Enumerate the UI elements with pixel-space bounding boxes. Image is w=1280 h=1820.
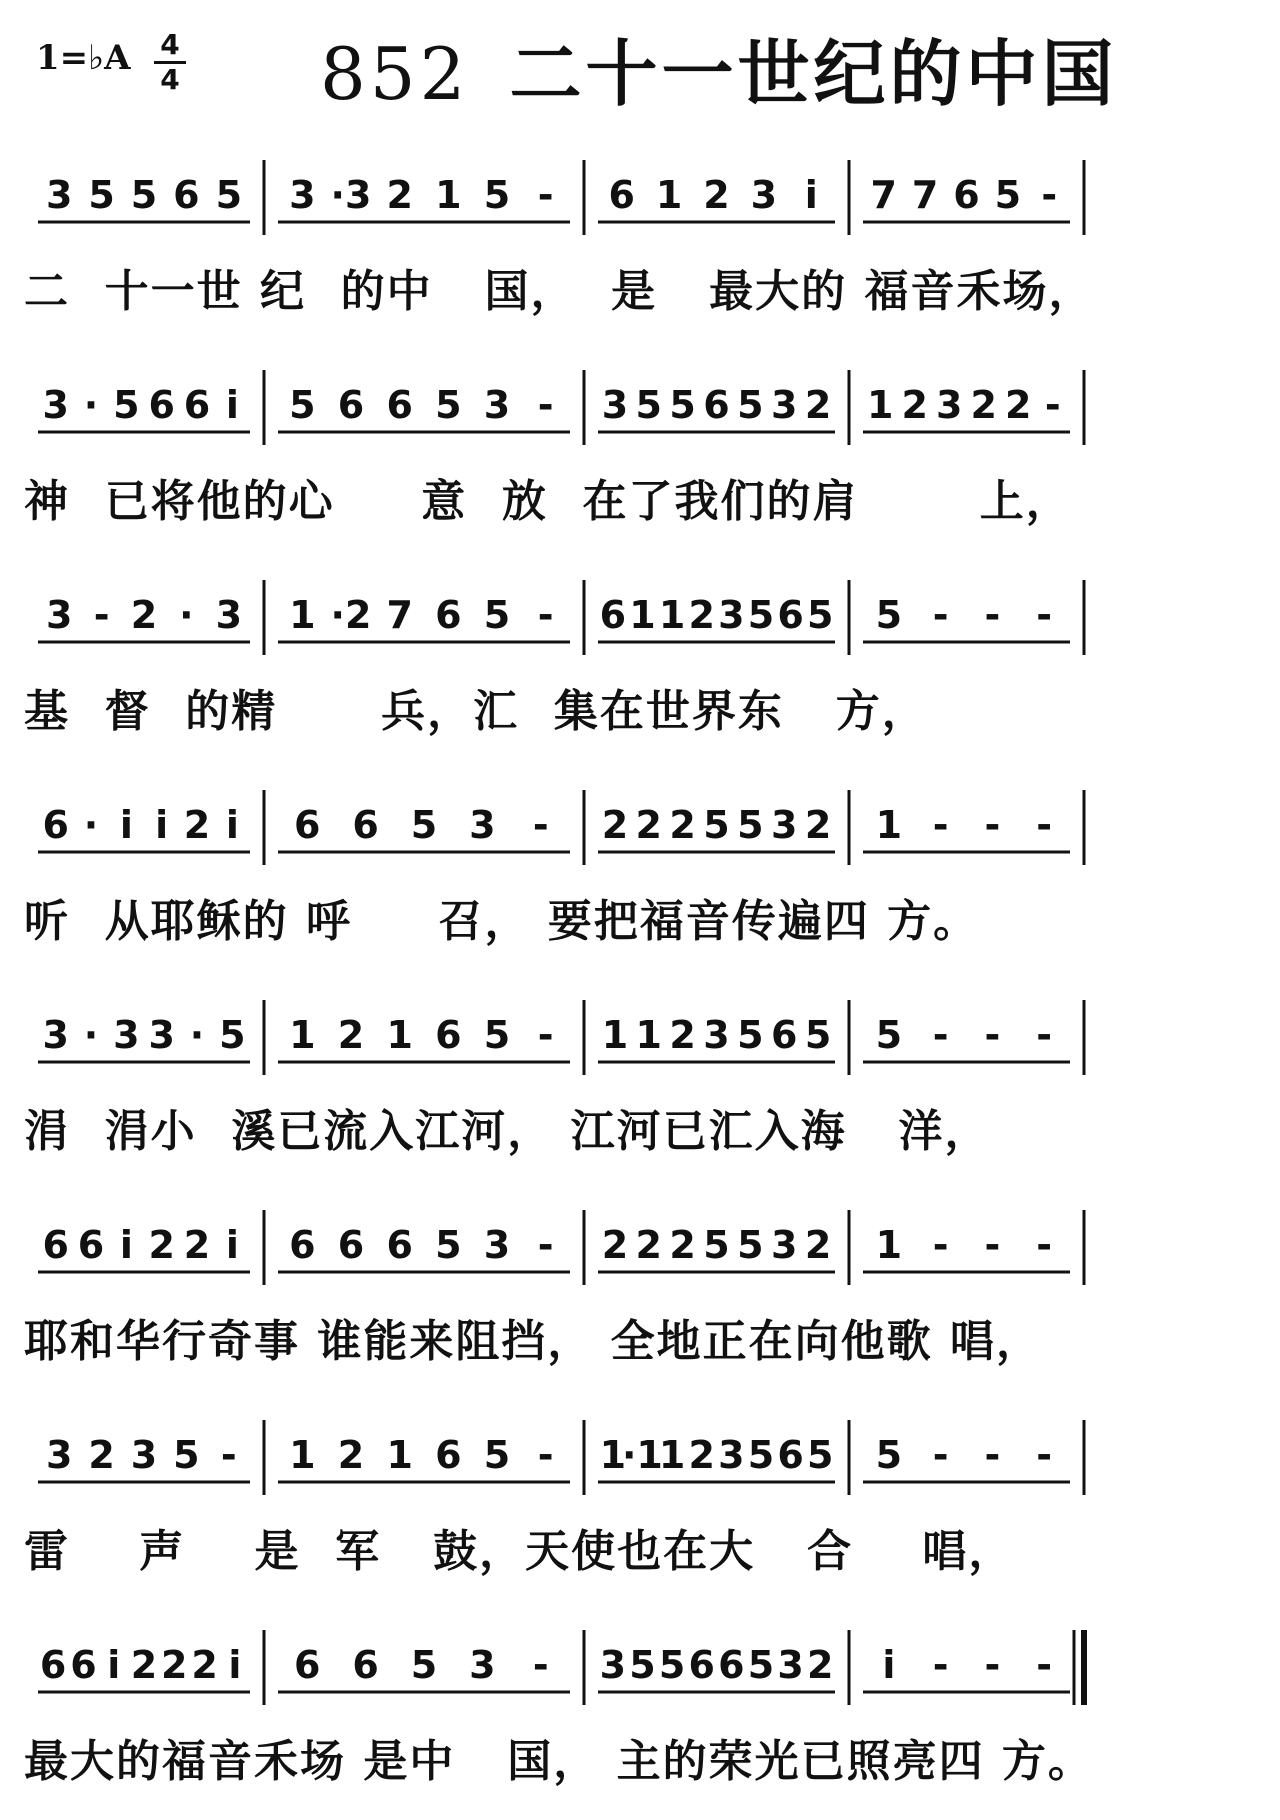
note: 6 [337,383,365,427]
note: 3 [770,383,798,427]
note: 6 [770,1013,798,1057]
notation-row [24,770,1254,880]
note: 2 [1005,383,1032,427]
note: - [984,593,1001,637]
note: 7 [911,173,939,217]
note: 2 [148,1223,175,1267]
note: - [537,1013,554,1057]
note: 5 [483,1013,511,1057]
note: 6 [293,1643,321,1687]
note: 6 [777,1433,804,1477]
note: 2 [635,1223,663,1267]
note: - [1036,1433,1053,1477]
note: 5 [737,803,764,847]
note: 3 [718,1433,745,1477]
note: 2 [161,1643,188,1687]
note: 2 [688,1433,715,1477]
note: - [984,1433,1001,1477]
note: - [932,803,949,847]
note: 2 [804,1223,832,1267]
note: 1 [629,593,656,637]
note: 2 [88,1433,115,1477]
note: 2 [970,383,997,427]
note: - [537,1433,554,1477]
note: 2 [804,383,832,427]
note: 6 [435,1433,462,1477]
note: 5 [875,1013,903,1057]
note: 5 [130,173,158,217]
note: 5 [219,1013,246,1057]
note: - [537,1223,554,1267]
note: 6 [183,383,211,427]
note: 6 [70,1643,97,1687]
note: 6 [42,803,69,847]
note: 6 [352,1643,379,1687]
note: - [984,1013,1001,1057]
note: 5 [629,1643,656,1687]
note: 2 [183,1223,211,1267]
notation-row [24,980,1254,1090]
note: 5 [806,1433,834,1477]
lyric-line: 雷 声 是 军 鼓，天使也在大 合 唱， [24,1526,1015,1577]
note: 2 [669,1013,696,1057]
lyric-line: 神 已将他的心 意 放 在了我们的肩 上， [24,476,1072,527]
notation-row [24,140,1254,250]
note: i [155,803,169,847]
note: i [228,1643,242,1687]
note: - [1044,383,1061,427]
note: 3 [215,593,243,637]
note: 1 [655,173,683,217]
lyric-line: 耶和华行奇事 谁能来阻挡， 全地正在向他歌 唱， [24,1316,1042,1367]
note: - [1036,803,1053,847]
note: 6 [435,1013,462,1057]
note: 2 [806,1643,834,1687]
score-system [24,770,1254,980]
song-title [320,16,1117,120]
note: - [932,1643,949,1687]
note: - [1036,1013,1053,1057]
note: 5 [483,593,511,637]
note: 1 [867,383,894,427]
note: - [932,593,949,637]
note: 6 [777,593,804,637]
note: - [220,1433,237,1477]
score [24,140,1254,1820]
note: 6 [386,383,413,427]
note: ·2 [330,593,372,637]
note: 6 [148,383,175,427]
note: 5 [875,593,903,637]
note: 6 [435,593,462,637]
lyric-line: 最大的福音禾场 是中 国， 主的荣光已照亮四 方。 [24,1736,1094,1787]
note: 7 [386,593,413,637]
note: i [119,1223,133,1267]
note: 1 [875,1223,903,1267]
note: 6 [599,593,627,637]
note: 2 [688,593,715,637]
note: 5 [635,383,663,427]
note: - [537,593,554,637]
note: 6 [173,173,200,217]
note: 2 [191,1643,218,1687]
note: 3 [130,1433,158,1477]
note: 5 [658,1643,686,1687]
note: 6 [953,173,980,217]
note: 5 [737,383,764,427]
note: i [882,1643,896,1687]
note: 2 [601,803,629,847]
note: - [984,1643,1001,1687]
note: 5 [435,1223,462,1267]
note: - [984,1223,1001,1267]
note: 1 [435,173,462,217]
note: · [189,1013,205,1057]
note: 5 [669,383,696,427]
note: · [83,1013,99,1057]
note: 2 [804,803,832,847]
note: 3 [770,1223,798,1267]
note: - [537,383,554,427]
lyric-line: 听 从耶稣的 呼 召， 要把福音传遍四 方。 [24,896,980,947]
song-number: 852 [320,32,470,116]
note: 3 [42,1013,69,1057]
note: 5 [113,383,140,427]
note: - [1041,173,1058,217]
note: 3 [750,173,778,217]
note: 6 [703,383,730,427]
note: 2 [669,803,696,847]
note: 3 [718,593,745,637]
key-signature: 1=♭A [36,38,131,78]
note: 5 [806,593,834,637]
note: 3 [148,1013,175,1057]
note: 3 [599,1643,627,1687]
note: 1 [386,1013,413,1057]
note: 2 [601,1223,629,1267]
note: 1 [386,1433,413,1477]
lyric-line: 基 督 的精 兵，汇 集在世界东 方， [24,686,928,737]
note: 5 [875,1433,903,1477]
note: 3 [45,1433,73,1477]
note: 5 [994,173,1022,217]
notation-row [24,560,1254,670]
note: 5 [88,173,115,217]
note: - [932,1013,949,1057]
note: 2 [337,1013,365,1057]
note: 6 [718,1643,745,1687]
score-system [24,140,1254,350]
note: ·1 [621,1433,663,1477]
note: 5 [410,803,438,847]
note: 5 [703,1223,730,1267]
note: 1 [289,1433,316,1477]
note: 3 [936,383,963,427]
note: 3 [469,1643,496,1687]
note: - [532,1643,549,1687]
song-title-text: 二十一世纪的中国 [509,32,1118,116]
note: · [83,803,99,847]
note: 1 [599,1433,627,1477]
note: 5 [747,1433,775,1477]
note: 5 [804,1013,832,1057]
note: i [225,803,239,847]
note: 5 [289,383,316,427]
notation-row [24,350,1254,460]
note: 5 [215,173,243,217]
note: 2 [635,803,663,847]
note: 5 [173,1433,200,1477]
note: 6 [289,1223,316,1267]
note: · [179,593,194,637]
lyric-line: 涓 涓小 溪已流入江河， 江河已汇入海 洋， [24,1106,991,1157]
note: 2 [130,593,158,637]
score-system [24,1610,1254,1820]
note: i [225,383,239,427]
note: 6 [77,1223,105,1267]
note: 3 [45,593,73,637]
note: 6 [39,1643,67,1687]
meter-bottom: 4 [160,63,180,96]
score-system [24,350,1254,560]
note: i [119,803,133,847]
note: 6 [293,803,321,847]
note: 5 [435,383,462,427]
note: - [1036,1223,1053,1267]
note: 2 [183,803,211,847]
note: - [1036,1643,1053,1687]
note: 3 [289,173,316,217]
note: 3 [703,1013,730,1057]
meter-top: 4 [160,28,180,61]
score-system [24,560,1254,770]
score-system [24,980,1254,1190]
note: - [537,173,554,217]
note: · [83,383,99,427]
score-header [0,0,1280,120]
notation-row [24,1610,1254,1720]
note: 2 [703,173,730,217]
note: 6 [42,1223,69,1267]
note: - [93,593,110,637]
note: 1 [658,593,686,637]
note: 2 [669,1223,696,1267]
note: 3 [483,1223,511,1267]
note: 3 [770,803,798,847]
note: 3 [45,173,73,217]
note: 5 [410,1643,438,1687]
note: 5 [747,1643,775,1687]
note: ·3 [330,173,372,217]
note: - [984,803,1001,847]
note: 6 [337,1223,365,1267]
note: 1 [289,593,316,637]
note: - [1036,593,1053,637]
note: 5 [703,803,730,847]
note: - [932,1223,949,1267]
score-system [24,1400,1254,1610]
notation-row [24,1400,1254,1510]
note: 5 [737,1013,764,1057]
note: 1 [289,1013,316,1057]
note: 2 [386,173,413,217]
note: 5 [747,593,775,637]
note: 2 [130,1643,158,1687]
note: 3 [777,1643,804,1687]
notation-row [24,1190,1254,1300]
note: 5 [483,173,511,217]
note: 3 [469,803,496,847]
note: 3 [42,383,69,427]
note: 1 [601,1013,629,1057]
note: i [804,173,818,217]
note: 2 [901,383,928,427]
note: i [225,1223,239,1267]
note: 3 [483,383,511,427]
note: 6 [352,803,379,847]
note: 1 [875,803,903,847]
note: 5 [737,1223,764,1267]
note: 3 [601,383,629,427]
note: 5 [483,1433,511,1477]
score-system [24,1190,1254,1400]
note: 6 [688,1643,715,1687]
note: 7 [870,173,897,217]
lyric-line: 二 十一世 纪 的中 国， 是 最大的 福音禾场， [24,266,1095,317]
note: - [532,803,549,847]
note: 3 [113,1013,140,1057]
note: - [932,1433,949,1477]
note: 1 [635,1013,663,1057]
note: i [107,1643,121,1687]
note: 6 [386,1223,413,1267]
note: 6 [608,173,635,217]
note: 2 [337,1433,365,1477]
time-signature [150,30,190,95]
note: 1 [658,1433,686,1477]
